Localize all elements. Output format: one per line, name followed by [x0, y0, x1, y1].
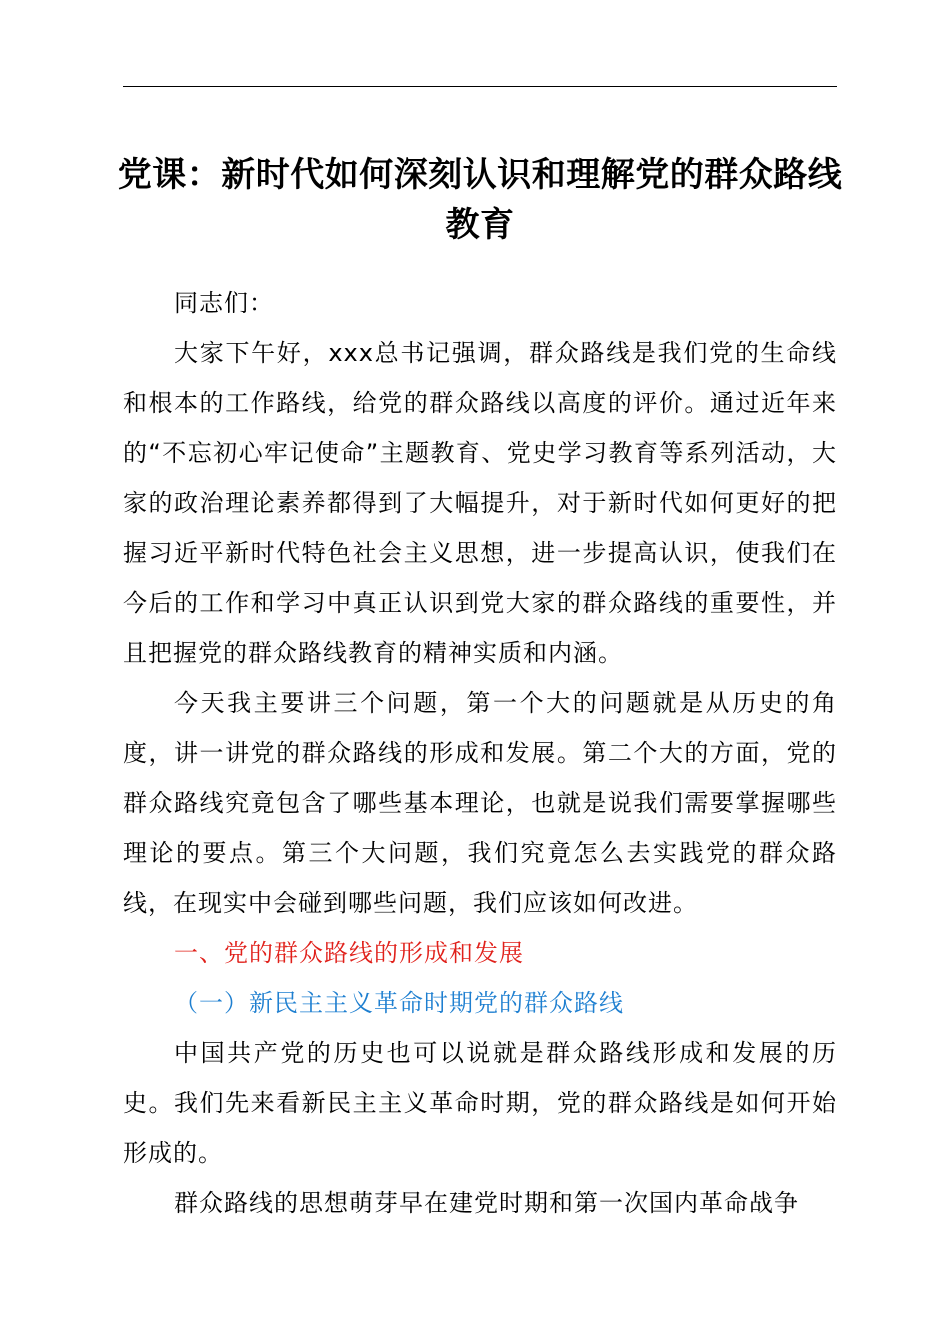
greeting: 同志们：: [174, 289, 274, 317]
paragraph-history: 中国共产党的历史也可以说就是群众路线形成和发展的历史。我们先来看新民主主义革命时期，党的群众路线是如何开始形成的。: [123, 1039, 837, 1167]
document-body: [123, 278, 837, 1228]
paragraph-continued: 群众路线的思想萌芽早在建党时期和第一次国内革命战争: [174, 1189, 799, 1217]
subsection-heading-1: （一）新民主主义革命时期党的群众路线: [174, 989, 624, 1017]
section-heading-1: 一、党的群众路线的形成和发展: [174, 939, 524, 967]
paragraph-intro: 大家下午好，xxx总书记强调，群众路线是我们党的生命线和根本的工作路线，给党的群众路线以高度的评价。通过近年来的“不忘初心牢记使命”主题教育、党史学习教育等系列活动，大家的政治理论素养都得到了大幅提升，对于新时代如何更好的把握习近平新时代特色社会主义思想，进一步提高认识，使我们在今后的工作和学习中真正认识到党大家的群众路线的重要性，并且把握党的群众路线教育的精神实质和内涵。: [123, 339, 837, 667]
header-rule: [123, 86, 837, 87]
document-title: 党课：新时代如何深刻认识和理解党的群众路线教育: [117, 155, 843, 245]
paragraph-outline: 今天我主要讲三个问题，第一个大的问题就是从历史的角度，讲一讲党的群众路线的形成和发展。第二个大的方面，党的群众路线究竟包含了哪些基本理论，也就是说我们需要掌握哪些理论的要点。第三个大问题，我们究竟怎么去实践党的群众路线，在现实中会碰到哪些问题，我们应该如何改进。: [123, 689, 837, 917]
